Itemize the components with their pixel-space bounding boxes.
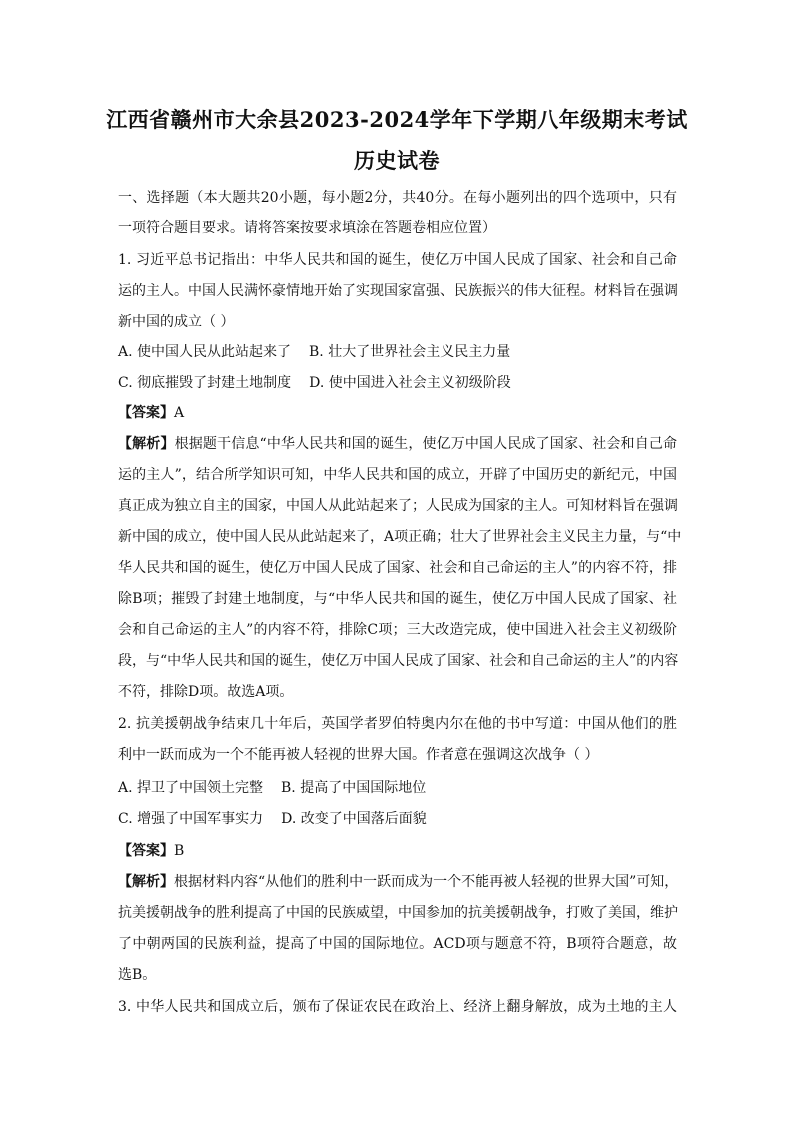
answer-label: 【答案】 bbox=[118, 843, 174, 859]
analysis-line: 抗美援朝战争的胜利提高了中国的民族威望，中国参加的抗美援朝战争，打败了美国，维护 bbox=[118, 905, 678, 921]
option-d: D. 改变了中国落后面貌 bbox=[281, 811, 427, 827]
analysis-line: 段，与“中华人民共和国的诞生，使亿万中国人民成了国家、社会和自己命运的主人”的内容 bbox=[118, 653, 679, 669]
analysis-line bbox=[118, 434, 677, 454]
analysis-line: 华人民共和国的诞生，使亿万中国人民成了国家、社会和自己命运的主人”的内容不符，排 bbox=[118, 560, 677, 576]
answer-row bbox=[118, 841, 184, 861]
option-a: A. 捍卫了中国领土完整 bbox=[118, 780, 264, 796]
option-row bbox=[118, 809, 427, 829]
analysis-line: 不符，排除D项。故选A项。 bbox=[118, 684, 294, 700]
option-c: C. 增强了中国军事实力 bbox=[118, 811, 264, 827]
analysis-line: 真正成为独立自主的国家，中国人从此站起来了；人民成为国家的主人。可知材料旨在强调 bbox=[118, 498, 678, 514]
option-row bbox=[118, 373, 511, 393]
option-d: D. 使中国进入社会主义初级阶段 bbox=[309, 375, 511, 391]
option-c: C. 彻底摧毁了封建土地制度 bbox=[118, 375, 292, 391]
answer-label: 【答案】 bbox=[118, 405, 174, 421]
analysis-line bbox=[118, 872, 677, 892]
analysis-label: 【解析】 bbox=[118, 436, 175, 452]
option-a: A. 使中国人民从此站起来了 bbox=[118, 344, 292, 360]
answer-value: B bbox=[174, 843, 185, 859]
exam-subtitle: 历史试卷 bbox=[354, 148, 440, 173]
analysis-line: 新中国的成立，使中国人民从此站起来了，A项正确；壮大了世界社会主义民主力量，与“中 bbox=[118, 529, 682, 545]
option-row bbox=[118, 342, 510, 362]
analysis-text: 根据材料内容“从他们的胜利中一跃而成为一个不能再被人轻视的世界大国”可知， bbox=[174, 874, 679, 890]
question-stem-line: 3. 中华人民共和国成立后，颁布了保证农民在政治上、经济上翻身解放，成为土地的主人 bbox=[118, 999, 677, 1015]
question-stem-line: 利中一跃而成为一个不能再被人轻视的世界大国。作者意在强调这次战争（ ） bbox=[118, 747, 599, 763]
analysis-line: 了中朝两国的民族利益，提高了中国的国际地位。ACD项与题意不符，B项符合题意，故 bbox=[118, 936, 677, 952]
analysis-line: 运的主人”，结合所学知识可知，中华人民共和国的成立，开辟了中国历史的新纪元，中国 bbox=[118, 467, 677, 483]
question-stem-line: 1. 习近平总书记指出：中华人民共和国的诞生，使亿万中国人民成了国家、社会和自己命 bbox=[118, 252, 677, 268]
analysis-line: 会和自己命运的主人”的内容不符，排除C项；三大改造完成，使中国进入社会主义初级阶 bbox=[118, 622, 677, 638]
question-stem-line: 新中国的成立（ ） bbox=[118, 314, 235, 330]
section-intro-line: 一项符合题目要求。请将答案按要求填涂在答题卷相应位置） bbox=[118, 220, 496, 236]
question-stem-line: 2. 抗美援朝战争结束几十年后，英国学者罗伯特奥内尔在他的书中写道：中国从他们的胜 bbox=[118, 716, 677, 732]
analysis-text: 根据题干信息“中华人民共和国的诞生，使亿万中国人民成了国家、社会和自己命 bbox=[174, 436, 678, 452]
analysis-line: 选B。 bbox=[118, 967, 157, 983]
analysis-line: 除B项；摧毁了封建土地制度，与“中华人民共和国的诞生，使亿万中国人民成了国家、社 bbox=[118, 591, 677, 607]
question-stem-line: 运的主人。中国人民满怀豪情地开始了实现国家富强、民族振兴的伟大征程。材料旨在强调 bbox=[118, 283, 678, 299]
option-b: B. 壮大了世界社会主义民主力量 bbox=[309, 344, 511, 360]
section-intro-line: 一、选择题（本大题共20小题，每小题2分，共40分。在每小题列出的四个选项中，只有 bbox=[118, 190, 677, 206]
answer-row bbox=[118, 403, 184, 423]
analysis-label: 【解析】 bbox=[118, 874, 174, 890]
option-b: B. 提高了中国国际地位 bbox=[281, 780, 427, 796]
answer-value: A bbox=[174, 405, 185, 421]
option-row bbox=[118, 778, 426, 798]
exam-title: 江西省赣州市大余县2023-2024学年下学期八年级期末考试 bbox=[106, 107, 688, 132]
